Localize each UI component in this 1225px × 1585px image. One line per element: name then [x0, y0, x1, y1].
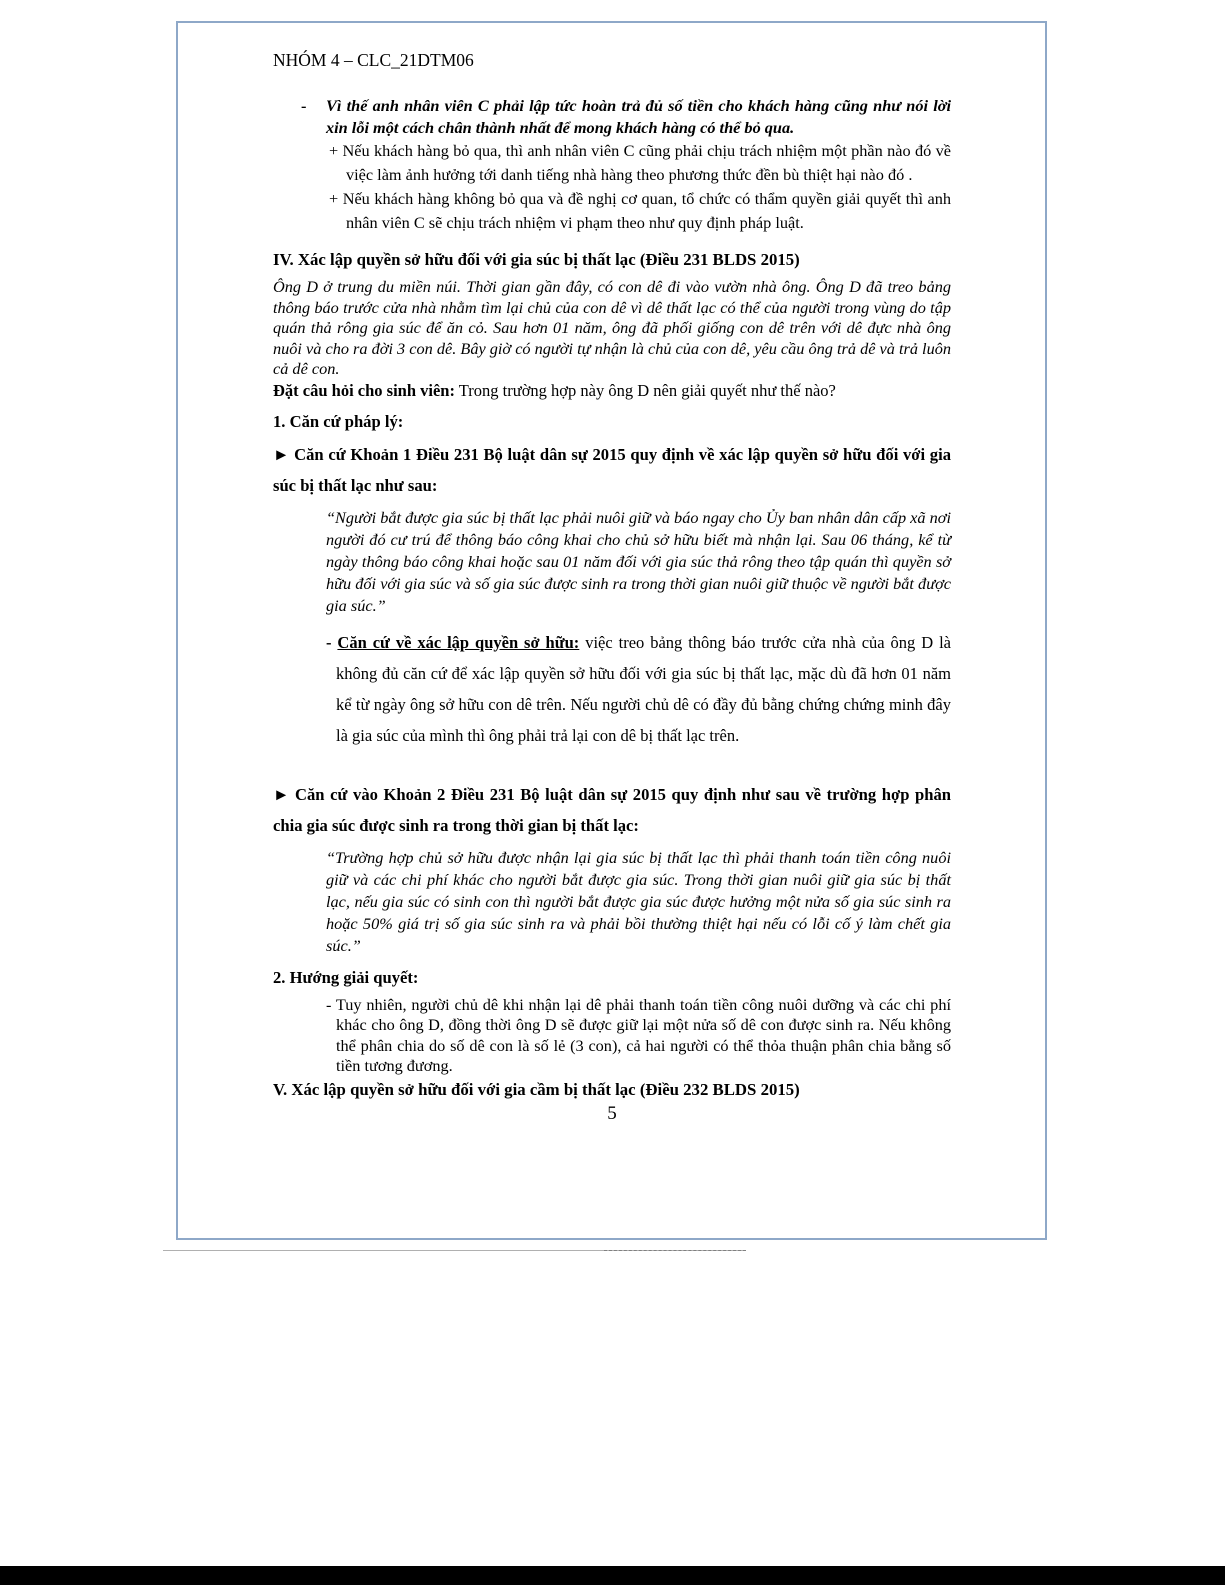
legal-basis-clause-1: ► Căn cứ Khoản 1 Điều 231 Bộ luật dân sự 2015 quy định về xác lập quyền sở hữu đối với gia súc bị thất lạc như sau: [273, 444, 951, 495]
legal-basis-clause-2: ► Căn cứ vào Khoản 2 Điều 231 Bộ luật dân sự 2015 quy định như sau về trường hợp phân chia gia súc được sinh ra trong thời gian bị thất lạc: [273, 784, 951, 835]
ownership-label: Căn cứ về xác lập quyền sở hữu: [337, 632, 580, 652]
dash-marker: - [301, 96, 307, 115]
page-header: NHÓM 4 – CLC_21DTM06 [273, 50, 474, 70]
apology-text: Vì thế anh nhân viên C phải lập tức hoàn trả đủ số tiền cho khách hàng cũng như nói lời xin lỗi một cách chân thành nhất để mong khách hàng có thể bỏ qua. [326, 96, 951, 137]
case-description: Ông D ở trung du miền núi. Thời gian gần đây, có con dê đi vào vườn nhà ông. Ông D đã treo bảng thông báo trước cửa nhà nhằm tìm lại chủ của con dê vì dê thất lạc có thể của người trong vùng do tập quán thả rông gia súc để ăn cỏ. Sau hơn 01 năm, ông đã phối giống con dê trên với dê đực nhà ông nuôi và cho ra đời 3 con dê. Bây giờ có người tự nhận là chủ của con dê, yêu cầu ông trả dê và trả luôn cả dê con. [273, 277, 951, 378]
page-content [273, 50, 951, 1124]
question-label: Đặt câu hỏi cho sinh viên: [273, 380, 455, 400]
plus-item-no-forgive: + Nếu khách hàng không bỏ qua và đề nghị cơ quan, tổ chức có thẩm quyền giải quyết thì anh nhân viên C sẽ chịu trách nhiệm vi phạm theo như quy định pháp luật. [329, 189, 951, 232]
page-separator-dashed [604, 1250, 746, 1251]
section-5-heading: V. Xác lập quyền sở hữu đối với gia cầm bị thất lạc (Điều 232 BLDS 2015) [273, 1079, 800, 1099]
apology-bullet [273, 95, 951, 139]
ownership-text: việc treo bảng thông báo trước cửa nhà của ông D là không đủ căn cứ để xác lập quyền sở hữu đối với gia súc bị thất lạc, mặc dù đã hơn 01 năm kể từ ngày ông sở hữu con dê trên. Nếu người chủ dê có đầy đủ bằng chứng chứng minh đây là gia súc của mình thì ông phải trả lại con dê bị thất lạc trên. [336, 632, 951, 745]
legal-basis-heading: 1. Căn cứ pháp lý: [273, 411, 404, 431]
clause-1-quote: “Người bắt được gia súc bị thất lạc phải nuôi giữ và báo ngay cho Ủy ban nhân dân cấp xã nơi người đó cư trú để thông báo công khai cho chủ sở hữu biết mà nhận lại. Sau 06 tháng, kể từ ngày thông báo công khai hoặc sau 01 năm đối với gia súc thả rông theo tập quán thì quyền sở hữu đối với gia súc và số gia súc được sinh ra trong thời gian nuôi giữ thuộc về người bắt được gia súc.” [326, 507, 951, 615]
page-number: 5 [607, 1103, 617, 1124]
ownership-prefix: - [326, 632, 338, 652]
ownership-basis [273, 627, 951, 751]
clause-2-quote: “Trường hợp chủ sở hữu được nhận lại gia súc bị thất lạc thì phải thanh toán tiền công nuôi giữ và các chi phí khác cho người bắt được gia súc. Trong thời gian nuôi giữ gia súc bị thất lạc, nếu gia súc có sinh con thì người bắt được gia súc được hưởng một nửa số gia súc sinh ra hoặc 50% giá trị số gia súc sinh ra và phải bồi thường thiệt hại nếu có lỗi cố ý làm chết gia súc.” [326, 847, 951, 955]
solution-text: - Tuy nhiên, người chủ dê khi nhận lại dê phải thanh toán tiền công nuôi dưỡng và các chi phí khác cho ông D, đồng thời ông D sẽ được giữ lại một nửa số dê con được sinh ra. Nếu không thể phân chia do số dê con là số lẻ (3 con), cả hai người có thể thỏa thuận phân chia bằng số tiền tương đương. [326, 994, 951, 1075]
bottom-bar [0, 1566, 1225, 1585]
student-question [273, 380, 951, 401]
plus-item-forgive: + Nếu khách hàng bỏ qua, thì anh nhân viên C cũng phải chịu trách nhiệm một phần nào đó về việc làm ảnh hưởng tới danh tiếng nhà hàng theo phương thức đền bù thiệt hại nào đó . [329, 141, 951, 184]
question-text: Trong trường hợp này ông D nên giải quyết như thế nào? [454, 380, 836, 400]
section-4-heading: IV. Xác lập quyền sở hữu đối với gia súc bị thất lạc (Điều 231 BLDS 2015) [273, 250, 800, 269]
solution-heading: 2. Hướng giải quyết: [273, 967, 419, 987]
